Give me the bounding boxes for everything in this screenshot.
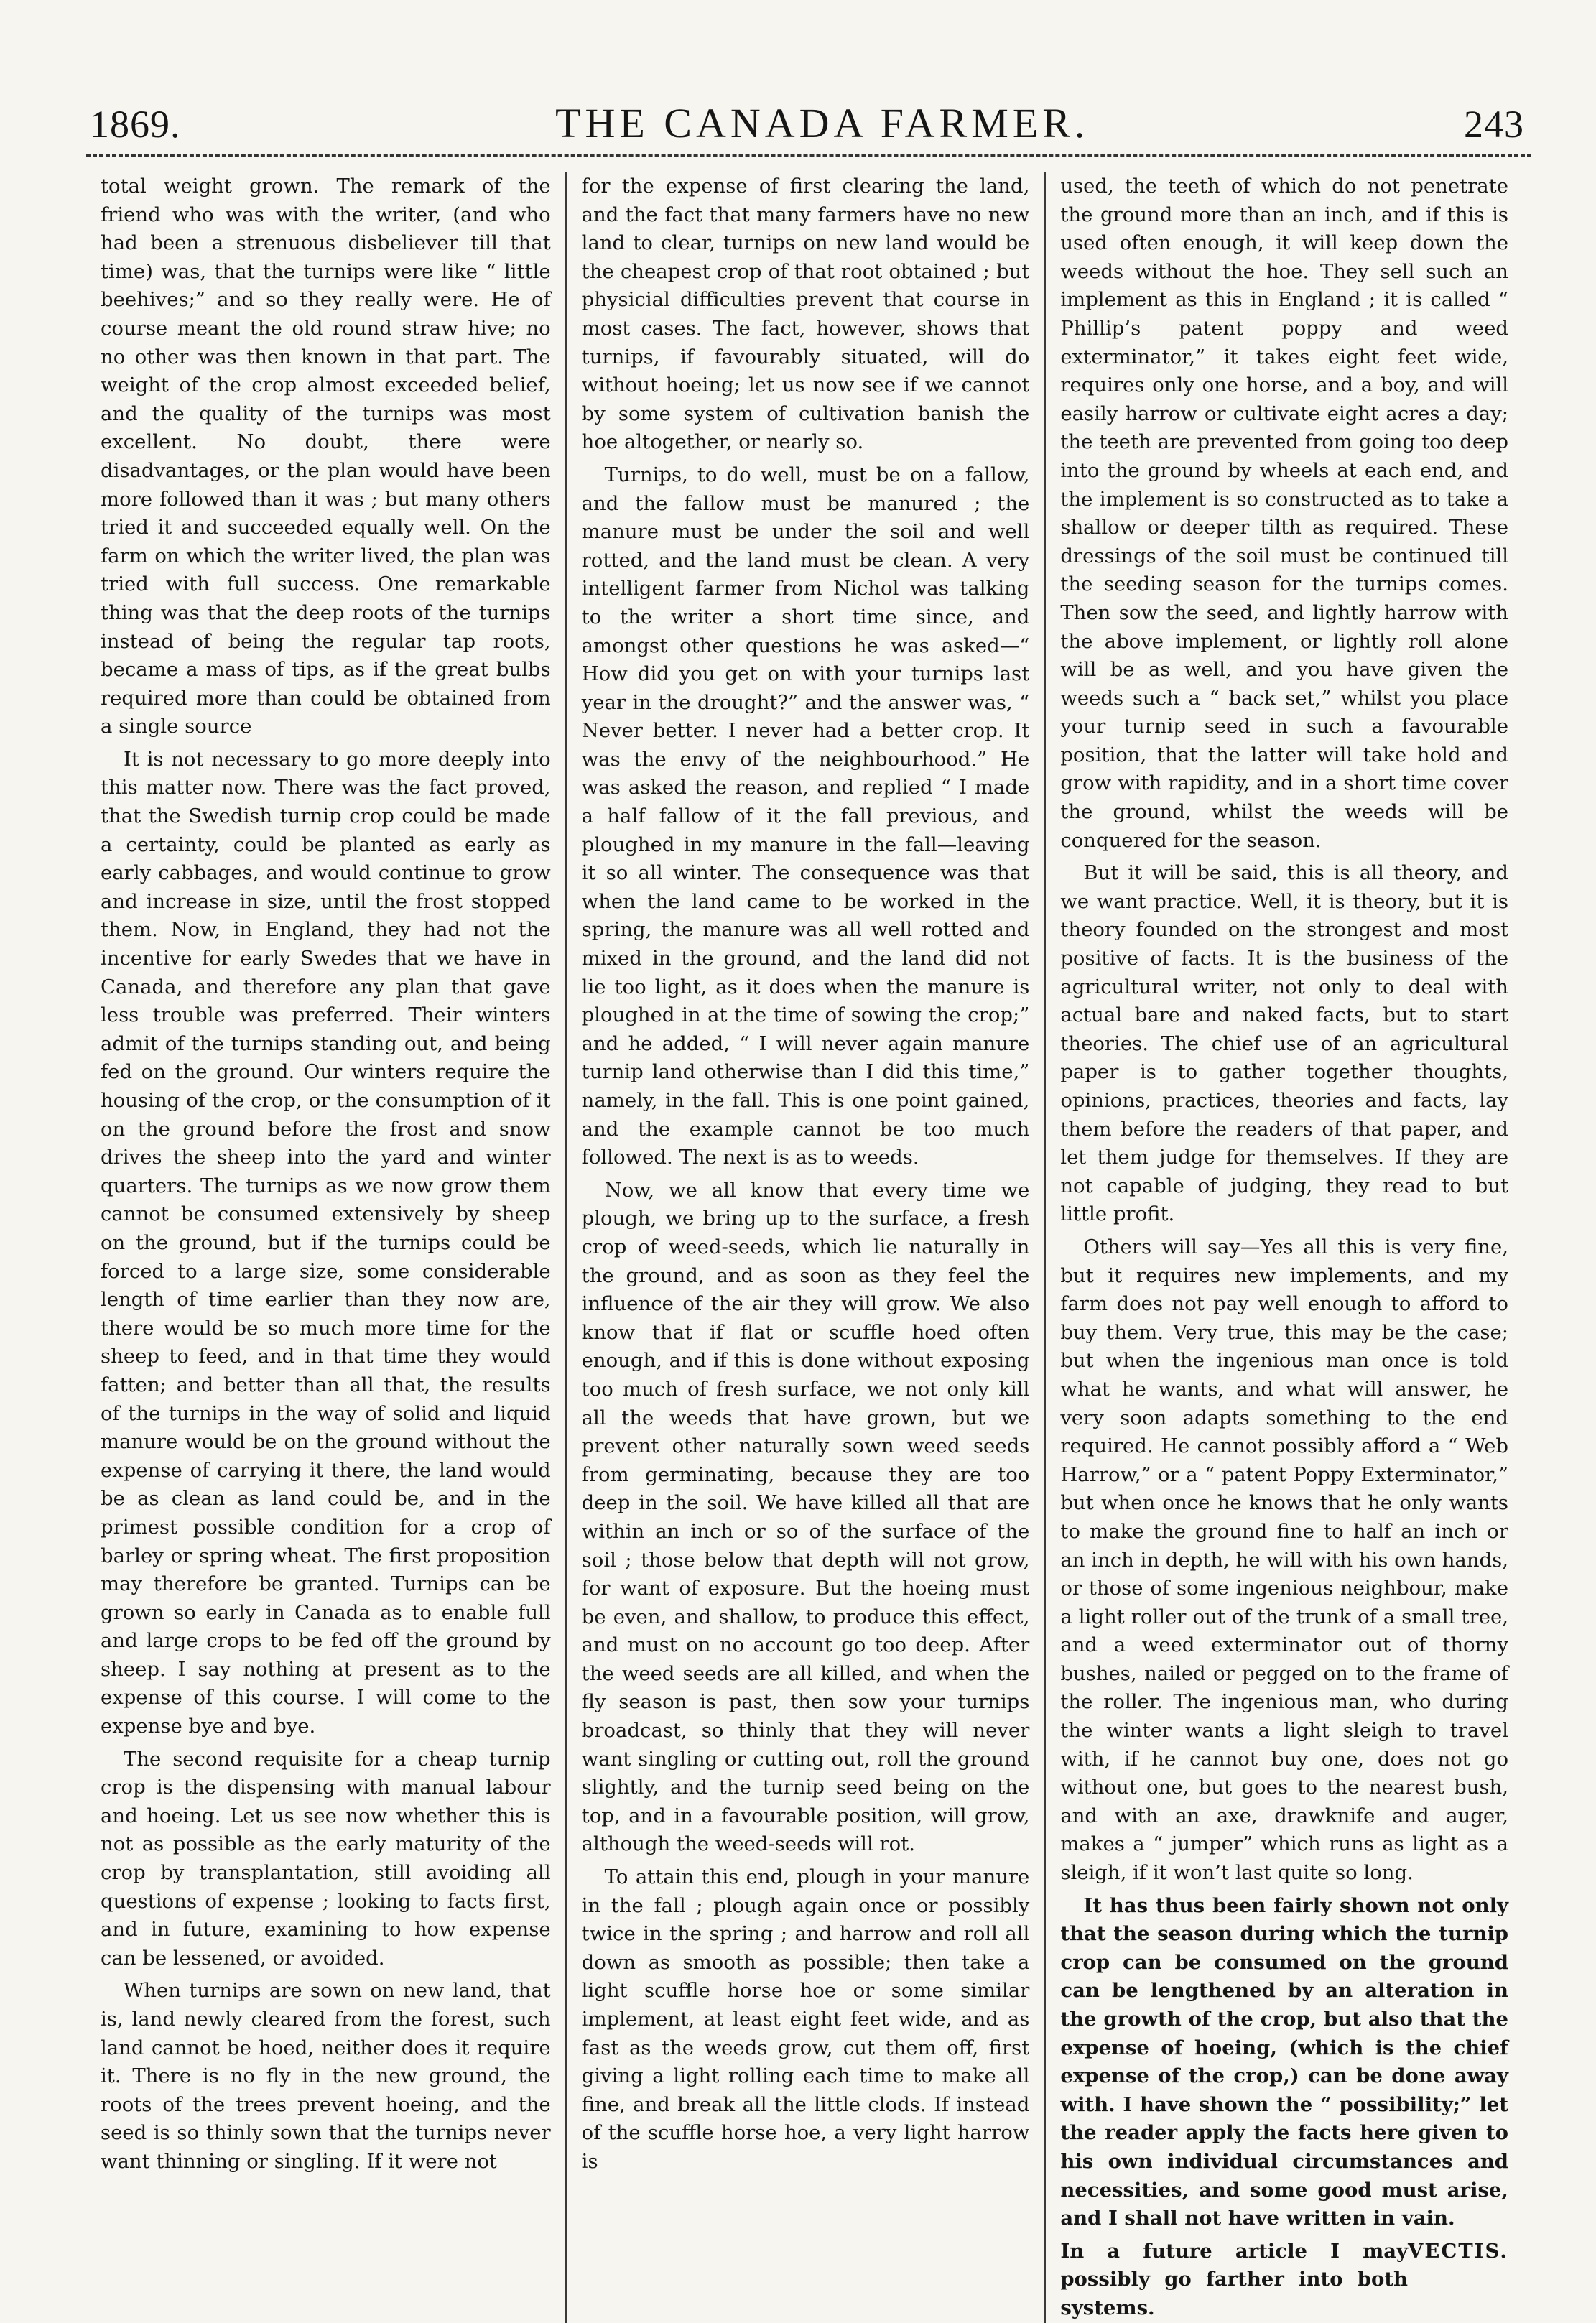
article-paragraph: When turnips are sown on new land, that is, land newly cleared from the forest, such land cannot be hoed, neither does it require it. There is no fly in the new ground, the roots of the trees prevent hoeing, and the seed is so thinly sown that the turnips never want thinning or singling. If it were not [101, 1979, 551, 2173]
header-rule [86, 154, 1531, 157]
column-3 [1044, 172, 1523, 2323]
article-columns [86, 172, 1523, 2319]
closing-line: In a future article I may possibly go farther into both systems. [1060, 2239, 1409, 2319]
masthead-title: THE CANADA FARMER. [555, 100, 1090, 147]
page-header [90, 99, 1524, 147]
header-year: 1869. [90, 103, 181, 146]
article-paragraph: used, the teeth of which do not penetrate the ground more than an inch, and if this is used often enough, it will keep down the weeds without the hoe. They sell such an implement as this in England ; it is called “ Phillip’s patent poppy and weed exterminator,” it takes eight feet wide, requires only one horse, and a boy, and will easily harrow or cultivate eight acres a day; the teeth are prevented from going too deep into the ground by wheels at each end, and the implement is so constructed as to take a shallow or deeper tilth as required. These dressings of the soil must be continued till the seeding season for the turnips comes. Then sow the seed, and lightly harrow with the above implement, or lightly roll alone will be as well, and you have given the weeds such a “ back set,” whilst you place your turnip seed in such a favourable position, that the latter will take hold and grow with rapidity, and in a short time cover the ground, whilst the weeds will be conquered for the season. [1060, 175, 1508, 852]
article-paragraph: for the expense of first clearing the land, and the fact that many farmers have no new land to clear, turnips on new land would be the cheapest crop of that root obtained ; but physicial difficulties prevent that course in most cases. The fact, however, shows that turnips, if favourably situated, will do without hoeing; let us now see if we cannot by some system of cultivation banish the hoe altogether, or nearly so. [581, 175, 1030, 454]
column-2 [565, 172, 1044, 2323]
article-paragraph: Now, we all know that every time we plough, we bring up to the surface, a fresh crop of weed-seeds, which lie naturally in the ground, and as soon as they feel the influence of the air they will grow. We also know that if flat or scuffle hoed often enough, and if this is done without exposing too much of fresh surface, we not only kill all the weeds that have grown, but we prevent other naturally sown weed seeds from germinating, because they are too deep in the soil. We have killed all that are within an inch or so of the surface of the soil ; those below that depth will not grow, for want of exposure. But the hoeing must be even, and shallow, to produce this effect, and must on no account go too deep. After the weed seeds are all killed, and when the fly season is past, then sow your turnips broadcast, so thinly that they will never want singling or cutting out, roll the ground slightly, and the turnip seed being on the top, and in a favourable position, will grow, although the weed-seeds will rot. [581, 1178, 1030, 1856]
article-paragraph: It has thus been fairly shown not only that the season during which the turnip crop can be consumed on the ground can be lengthened by an alteration in the growth of the crop, but also that the expense of hoeing, (which is the chief expense of the crop,) can be done away with. I have shown the “ possibility;” let the reader apply the facts here given to his own individual circumstances and necessities, and some good must arise, and I shall not have written in vain. [1060, 1893, 1508, 2230]
article-paragraph: To attain this end, plough in your manure in the fall ; plough again once or possibly twice in the spring ; and harrow and roll all down as smooth as possible; then take a light scuffle horse hoe or some similar implement, at least eight feet wide, and as fast as the weeds grow, cut them off, first giving a light rolling each time to make all fine, and break all the little clods. If instead of the scuffle horse hoe, a very light harrow is [581, 1865, 1030, 2173]
article-paragraph: total weight grown. The remark of the friend who was with the writer, (and who had been a strenuous disbeliever till that time) was, that the turnips were like “ little beehives;” and so they really were. He of course meant the old round straw hive; no no other was then known in that part. The weight of the crop almost exceeded belief, and the quality of the turnips was most excellent. No doubt, there were disadvantages, or the plan would have been more followed than it was ; but many others tried it and succeeded equally well. On the farm on which the writer lived, the plan was tried with full success. One remarkable thing was that the deep roots of the turnips instead of being the regular tap roots, became a mass of tips, as if the great bulbs required more than could be obtained from a single source [101, 175, 551, 738]
article-paragraph: Others will say—Yes all this is very fine, but it requires new implements, and my farm does not pay well enough to afford to buy them. Very true, this may be the case; but when the ingenious man once is told what he wants, and what will answer, he very soon adapts something to the end required. He cannot possibly afford a “ Web Harrow,” or a “ patent Poppy Exterminator,” but when once he knows that he only wants to make the ground fine to half an inch or an inch in depth, he will with his own hands, or those of some ingenious neighbour, make a light roller out of the trunk of a small tree, and a weed exterminator out of thorny bushes, nailed or pegged on to the frame of the roller. The ingenious man, who during the winter wants a light sleigh to travel with, if he cannot buy one, does not go without one, but goes to the nearest bush, and with an axe, drawknife and auger, makes a “ jumper” which runs as light as a sleigh, if it won’t last quite so long. [1060, 1235, 1508, 1885]
article-paragraph: The second requisite for a cheap turnip crop is the dispensing with manual labour and hoeing. Let us see now whether this is not as possible as the early maturity of the crop by transplantation, still avoiding all questions of expense ; looking to facts first, and in future, examining to how expense can be lessened, or avoided. [101, 1747, 551, 1970]
author-signature: VECTIS. [1408, 2239, 1508, 2263]
article-paragraph: But it will be said, this is all theory, and we want practice. Well, it is theory, but it is theory founded on the strongest and most positive of facts. It is the business of the agricultural writer, not only to deal with actual bare and naked facts, but to start theories. The chief use of an agricultural paper is to gather together thoughts, opinions, practices, theories and facts, lay them before the readers of that paper, and let them judge for themselves. If they are not capable of judging, they read to but little profit. [1060, 861, 1508, 1226]
article-paragraph: It is not necessary to go more deeply into this matter now. There was the fact proved, that the Swedish turnip crop could be made a certainty, could be planted as early as early cabbages, and would continue to grow and increase in size, until the frost stopped them. Now, in England, they had not the incentive for early Swedes that we have in Canada, and therefore any plan that gave less trouble was preferred. Their winters admit of the turnips standing out, and being fed on the ground. Our winters require the housing of the crop, or the consumption of it on the ground before the frost and snow drives the sheep into the yard and winter quarters. The turnips as we now grow them cannot be consumed extensively by sheep on the ground, but if the turnips could be forced to a large size, some considerable length of time earlier than they now are, there would be so much more time for the sheep to feed, and in that time they would fatten; and better than all that, the results of the turnips in the way of solid and liquid manure would be on the ground without the expense of carrying it there, the land would be as clean as land could be, and in the primest possible condition for a crop of barley or spring wheat. The first proposition may therefore be granted. Turnips can be grown so early in Canada as to enable full and large crops to be fed off the ground by sheep. I say nothing at present as to the expense of this course. I will come to the expense bye and bye. [101, 747, 551, 1738]
article-paragraph: Turnips, to do well, must be on a fallow, and the fallow must be manured ; the manure must be under the soil and well rotted, and the land must be clean. A very intelligent farmer from Nichol was talking to the writer a short time since, and amongst other questions he was asked—“ How did you get on with your turnips last year in the drought?” and the answer was, “ Never better. I never had a better crop. It was the envy of the neighbourhood.” He was asked the reason, and replied “ I made a half fallow of it the fall previous, and ploughed in my manure in the fall—leaving it so all winter. The consequence was that when the land came to be worked in the spring, the manure was all well rotted and mixed in the ground, and the land did not lie too light, as it does when the manure is ploughed in at the time of sowing the crop;” and he added, “ I will never again manure turnip land otherwise than I did this time,” namely, in the fall. This is one point gained, and the example cannot be too much followed. The next is as to weeds. [581, 463, 1030, 1169]
page-number: 243 [1464, 103, 1524, 146]
article-signoff [1060, 2238, 1508, 2323]
column-1 [86, 172, 565, 2323]
